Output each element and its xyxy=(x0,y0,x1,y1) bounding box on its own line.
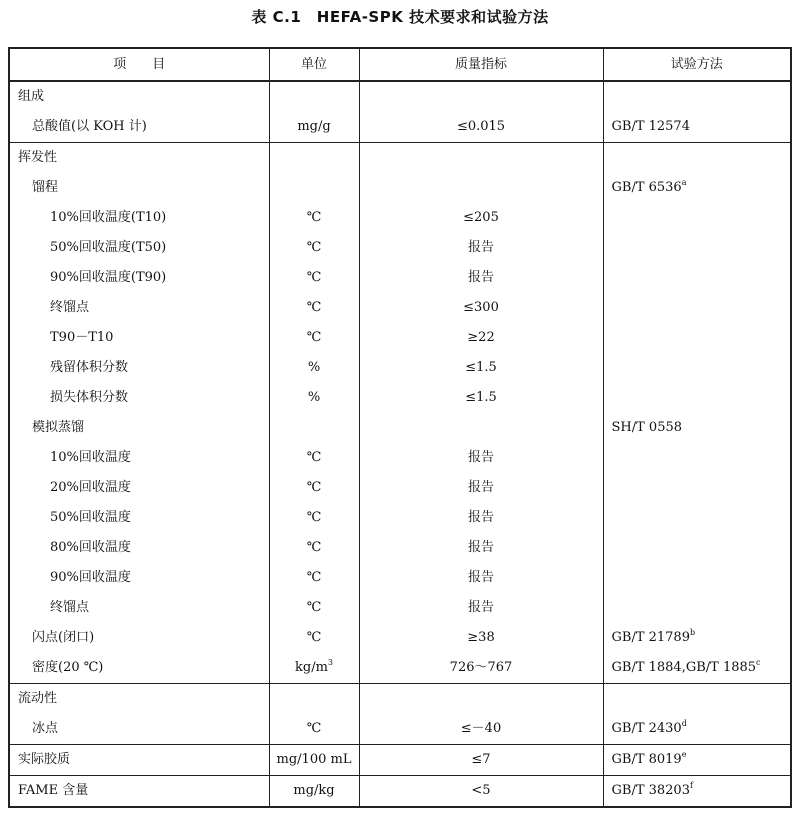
requirement-value: ≥22 xyxy=(467,330,495,345)
cell-method xyxy=(603,173,791,203)
unit-label: ℃ xyxy=(306,570,322,585)
cell-requirement xyxy=(359,112,603,143)
cell-unit xyxy=(269,293,359,323)
cell-method xyxy=(603,473,791,503)
cell-method xyxy=(603,203,791,233)
cell-unit xyxy=(269,776,359,808)
method-label: GB/T 2430 xyxy=(611,721,682,736)
cell-method xyxy=(603,776,791,808)
table-row xyxy=(9,293,791,323)
footnote-marker: b xyxy=(689,628,696,637)
unit-label: mg/g xyxy=(297,119,331,134)
table-row xyxy=(9,443,791,473)
cell-requirement xyxy=(359,714,603,745)
footnote-marker: d xyxy=(681,719,687,728)
requirement-value: ≤7 xyxy=(471,752,491,767)
cell-method xyxy=(603,143,791,174)
cell-unit xyxy=(269,173,359,203)
cell-item xyxy=(9,81,269,112)
spec-table xyxy=(8,47,792,808)
cell-unit xyxy=(269,263,359,293)
table-row xyxy=(9,263,791,293)
cell-unit xyxy=(269,413,359,443)
cell-item xyxy=(9,593,269,623)
unit-label: mg/kg xyxy=(293,783,335,798)
unit-label: ℃ xyxy=(306,510,322,525)
requirement-value: 报告 xyxy=(467,240,494,255)
unit-label: ℃ xyxy=(306,300,322,315)
unit-label: kg/m xyxy=(295,660,328,675)
cell-unit xyxy=(269,203,359,233)
header-unit: 单位 xyxy=(269,48,359,81)
cell-requirement xyxy=(359,443,603,473)
table-row xyxy=(9,112,791,143)
requirement-value: 报告 xyxy=(467,540,494,555)
cell-unit xyxy=(269,653,359,684)
requirement-value: ≤300 xyxy=(463,300,499,315)
table-row xyxy=(9,776,791,808)
cell-method xyxy=(603,383,791,413)
cell-method xyxy=(603,745,791,776)
unit-label: ℃ xyxy=(306,330,322,345)
method-label: GB/T 1884,GB/T 1885 xyxy=(611,660,757,675)
cell-item xyxy=(9,353,269,383)
table-row xyxy=(9,593,791,623)
cell-item xyxy=(9,143,269,174)
cell-unit xyxy=(269,684,359,715)
item-label: 流动性 xyxy=(18,691,58,706)
table-row xyxy=(9,473,791,503)
item-label: 闪点(闭口) xyxy=(32,630,95,645)
table-row xyxy=(9,173,791,203)
method-label: GB/T 6536 xyxy=(611,180,682,195)
cell-requirement xyxy=(359,653,603,684)
table-row xyxy=(9,745,791,776)
cell-method xyxy=(603,263,791,293)
cell-method xyxy=(603,413,791,443)
cell-item xyxy=(9,714,269,745)
cell-requirement xyxy=(359,353,603,383)
cell-requirement xyxy=(359,533,603,563)
cell-requirement xyxy=(359,684,603,715)
cell-unit xyxy=(269,383,359,413)
item-label: 10%回收温度 xyxy=(50,450,131,465)
table-row xyxy=(9,684,791,715)
cell-item xyxy=(9,443,269,473)
cell-unit xyxy=(269,563,359,593)
requirement-value: <5 xyxy=(471,783,491,798)
method-label: GB/T 12574 xyxy=(611,119,690,134)
cell-item xyxy=(9,473,269,503)
cell-unit xyxy=(269,745,359,776)
item-label: 组成 xyxy=(18,89,45,104)
cell-requirement xyxy=(359,203,603,233)
method-label: GB/T 8019 xyxy=(611,752,682,767)
cell-method xyxy=(603,593,791,623)
method-label: GB/T 38203 xyxy=(611,783,690,798)
unit-superscript: 3 xyxy=(327,658,333,667)
cell-unit xyxy=(269,323,359,353)
item-label: 实际胶质 xyxy=(18,752,71,767)
table-row xyxy=(9,143,791,174)
cell-requirement xyxy=(359,383,603,413)
item-label: 密度(20 ℃) xyxy=(32,660,104,675)
item-label: 总酸值(以 KOH 计) xyxy=(32,119,147,134)
item-label: 90%回收温度(T90) xyxy=(50,270,167,285)
item-label: 90%回收温度 xyxy=(50,570,131,585)
requirement-value: 报告 xyxy=(467,270,494,285)
requirement-value: 报告 xyxy=(467,600,494,615)
cell-requirement xyxy=(359,745,603,776)
table-row xyxy=(9,233,791,263)
header-item: 项 目 xyxy=(9,48,269,81)
table-row xyxy=(9,323,791,353)
table-row xyxy=(9,353,791,383)
item-label: FAME 含量 xyxy=(18,783,89,798)
header-method: 试验方法 xyxy=(603,48,791,81)
cell-requirement xyxy=(359,473,603,503)
cell-method xyxy=(603,653,791,684)
cell-item xyxy=(9,623,269,653)
cell-requirement xyxy=(359,503,603,533)
cell-item xyxy=(9,503,269,533)
table-row xyxy=(9,203,791,233)
method-label: GB/T 21789 xyxy=(611,630,690,645)
cell-item xyxy=(9,293,269,323)
cell-item xyxy=(9,745,269,776)
cell-unit xyxy=(269,112,359,143)
footnote-marker: c xyxy=(756,658,761,667)
header-requirement: 质量指标 xyxy=(359,48,603,81)
cell-item xyxy=(9,323,269,353)
unit-label: % xyxy=(307,360,321,375)
requirement-value: 报告 xyxy=(467,450,494,465)
unit-label: ℃ xyxy=(306,540,322,555)
cell-requirement xyxy=(359,143,603,174)
cell-method xyxy=(603,563,791,593)
item-label: T90－T10 xyxy=(50,330,114,345)
table-row xyxy=(9,653,791,684)
cell-requirement xyxy=(359,173,603,203)
cell-requirement xyxy=(359,81,603,112)
cell-method xyxy=(603,81,791,112)
requirement-value: ≤0.015 xyxy=(456,119,506,134)
cell-method xyxy=(603,353,791,383)
table-row xyxy=(9,383,791,413)
table-row xyxy=(9,714,791,745)
cell-item xyxy=(9,413,269,443)
cell-item xyxy=(9,563,269,593)
table-title: 表 C.1 HEFA-SPK 技术要求和试验方法 xyxy=(251,8,549,26)
cell-method xyxy=(603,533,791,563)
requirement-value: 726～767 xyxy=(449,660,513,675)
item-label: 残留体积分数 xyxy=(50,360,129,375)
requirement-value: ≤－40 xyxy=(460,721,502,736)
requirement-value: ≤1.5 xyxy=(465,360,497,375)
cell-unit xyxy=(269,593,359,623)
table-row xyxy=(9,413,791,443)
cell-requirement xyxy=(359,413,603,443)
cell-method xyxy=(603,233,791,263)
cell-unit xyxy=(269,143,359,174)
cell-unit xyxy=(269,81,359,112)
item-label: 损失体积分数 xyxy=(50,390,129,405)
requirement-value: ≤1.5 xyxy=(465,390,497,405)
unit-label: ℃ xyxy=(306,210,322,225)
requirement-value: ≤205 xyxy=(463,210,499,225)
cell-method xyxy=(603,293,791,323)
footnote-marker: f xyxy=(689,781,693,790)
cell-item xyxy=(9,776,269,808)
cell-method xyxy=(603,503,791,533)
requirement-value: 报告 xyxy=(467,510,494,525)
unit-label: ℃ xyxy=(306,270,322,285)
item-label: 终馏点 xyxy=(50,300,90,315)
cell-item xyxy=(9,263,269,293)
cell-requirement xyxy=(359,563,603,593)
cell-method xyxy=(603,323,791,353)
unit-label: mg/100 mL xyxy=(276,752,352,767)
table-row xyxy=(9,81,791,112)
cell-unit xyxy=(269,503,359,533)
cell-method xyxy=(603,112,791,143)
cell-item xyxy=(9,203,269,233)
requirement-value: 报告 xyxy=(467,570,494,585)
cell-item xyxy=(9,653,269,684)
table-body xyxy=(9,81,791,807)
cell-item xyxy=(9,173,269,203)
cell-requirement xyxy=(359,293,603,323)
unit-label: ℃ xyxy=(306,240,322,255)
item-label: 终馏点 xyxy=(50,600,90,615)
cell-unit xyxy=(269,473,359,503)
cell-unit xyxy=(269,233,359,263)
cell-requirement xyxy=(359,623,603,653)
unit-label: ℃ xyxy=(306,600,322,615)
cell-method xyxy=(603,623,791,653)
cell-method xyxy=(603,443,791,473)
table-row xyxy=(9,623,791,653)
cell-unit xyxy=(269,443,359,473)
cell-item xyxy=(9,383,269,413)
cell-unit xyxy=(269,353,359,383)
footnote-marker: e xyxy=(681,750,687,759)
unit-label: ℃ xyxy=(306,630,322,645)
cell-item xyxy=(9,233,269,263)
table-row xyxy=(9,533,791,563)
cell-method xyxy=(603,684,791,715)
unit-label: % xyxy=(307,390,321,405)
method-label: SH/T 0558 xyxy=(611,420,683,435)
cell-method xyxy=(603,714,791,745)
item-label: 20%回收温度 xyxy=(50,480,131,495)
requirement-value: ≥38 xyxy=(467,630,495,645)
item-label: 10%回收温度(T10) xyxy=(50,210,167,225)
item-label: 50%回收温度(T50) xyxy=(50,240,167,255)
item-label: 馏程 xyxy=(32,180,59,195)
item-label: 冰点 xyxy=(32,721,59,736)
cell-unit xyxy=(269,714,359,745)
item-label: 50%回收温度 xyxy=(50,510,131,525)
item-label: 挥发性 xyxy=(18,150,58,165)
item-label: 80%回收温度 xyxy=(50,540,131,555)
unit-label: ℃ xyxy=(306,480,322,495)
cell-item xyxy=(9,684,269,715)
cell-requirement xyxy=(359,233,603,263)
cell-requirement xyxy=(359,593,603,623)
header-row xyxy=(9,48,791,81)
cell-item xyxy=(9,533,269,563)
item-label: 模拟蒸馏 xyxy=(32,420,85,435)
cell-requirement xyxy=(359,263,603,293)
cell-unit xyxy=(269,533,359,563)
table-row xyxy=(9,563,791,593)
cell-unit xyxy=(269,623,359,653)
unit-label: ℃ xyxy=(306,450,322,465)
footnote-marker: a xyxy=(681,178,687,187)
cell-requirement xyxy=(359,323,603,353)
table-row xyxy=(9,503,791,533)
requirement-value: 报告 xyxy=(467,480,494,495)
cell-item xyxy=(9,112,269,143)
cell-requirement xyxy=(359,776,603,808)
unit-label: ℃ xyxy=(306,721,322,736)
